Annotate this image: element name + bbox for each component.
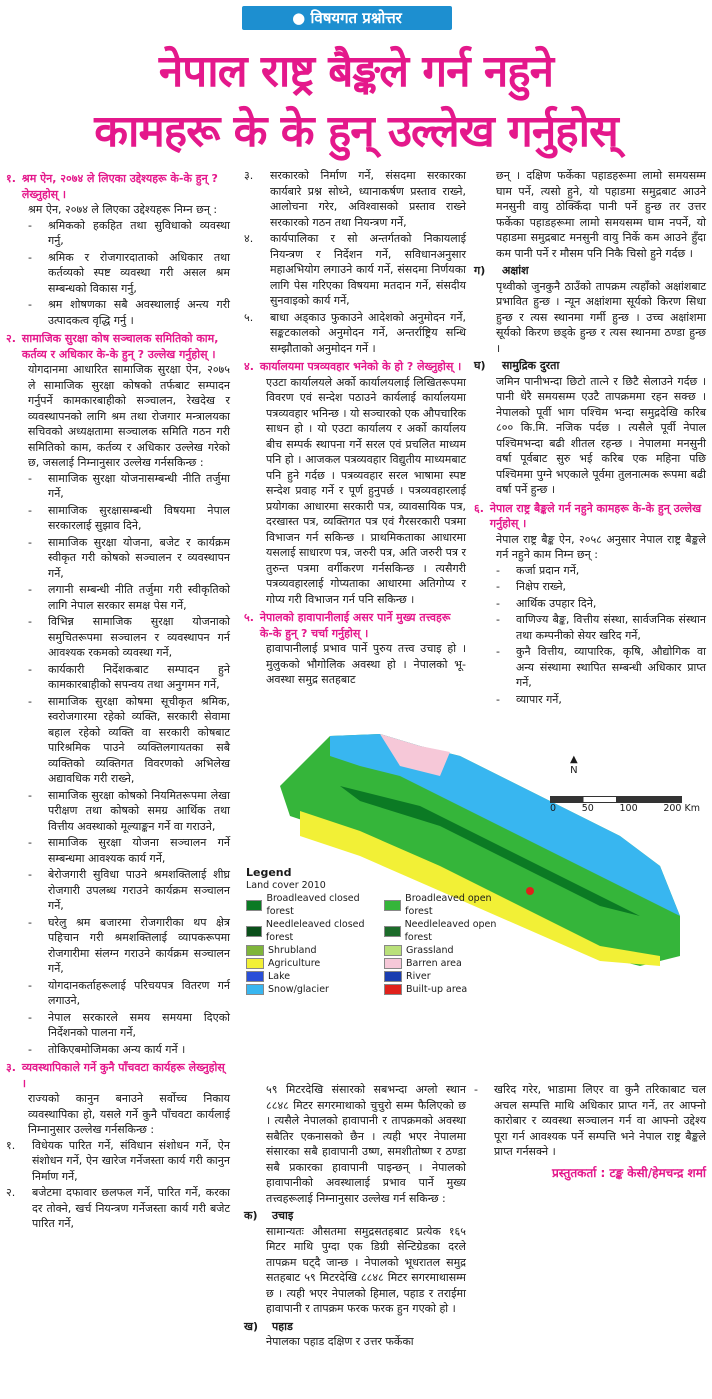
legend-item: River [384,970,516,983]
answer-6-intro: नेपाल राष्ट्र बैङ्क ऐन, २०५८ अनुसार नेपाल राष्ट्र बैङ्कले गर्न नहुने काम निम्न छन् : [496,532,706,561]
scale-label: 100 [619,803,638,814]
latitude-body: पृथ्वीको जुनकुनै ठाउँको तापक्रम त्यहाँको अक्षांशबाट प्रभावित हुन्छ । न्यून अक्षांशमा सूर्यको किरण सिधा हुन्छ र त्यस स्थानमा गर्मी हुन्छ । उच्च अक्षांशमा सूर्यको किरण छड्के हुन्छ र त्यस स्थानमा ठण्डा हुन्छ । [496,279,706,355]
legend-swatch [246,945,264,956]
question-5: ५. नेपालको हावापानीलाई असर पार्ने मुख्य तत्त्वहरू के-के हुन् ? चर्चा गर्नुहोस् । [244,611,451,640]
list-item: - आर्थिक उपहार दिने, [496,596,597,610]
legend-subtitle: Land cover 2010 [246,880,326,891]
list-item: - श्रम शोषणका सबै अवस्थालाई अन्त्य गरी उत्पादकत्व वृद्धि गर्नु । [28,298,230,327]
answer-3-intro: राज्यको कानुन बनाउने सर्वोच्च निकाय व्यवस्थापिका हो, यसले गर्ने कुनै पाँचवटा कार्यलाई निम्नानुसार उल्लेख गर्नसकिन्छ : [28,1092,230,1136]
question-1: १. श्रम ऐन, २०७४ ले लिएका उद्देश्यहरू के-के हुन् ? लेख्नुहोस् । [6,172,218,201]
question-3: ३. व्यवस्थापिकाले गर्ने कुनै पाँचवटा कार्यहरू लेख्नुहोस् । [6,1061,225,1090]
subheading-latitude: ग) अक्षांश [474,264,529,277]
answer-2-list [6,471,230,1058]
nepal-land-cover-map [240,716,704,1080]
list-item: - श्रमिकको हकहित तथा सुविधाको व्यवस्था गर्नु, [28,218,230,247]
column-1 [6,168,230,1233]
legend-item: Lake [246,970,378,983]
legend-swatch [246,900,262,911]
legend-item: Agriculture [246,957,378,970]
north-arrow: ▲ N [570,754,578,776]
legend-title: Legend [246,866,292,879]
subheading-hills: ख) पहाड [244,1319,293,1333]
list-item: - सामाजिक सुरक्षा योजनासम्बन्धी नीति तर्जुमा गर्ने, [28,471,230,500]
legend-item: Shrubland [246,944,378,957]
legend-swatch [384,926,401,937]
answer-5-start: हावापानीलाई प्रभाव पार्ने पुरुय तत्त्व उचाइ हो । मुलुकको भौगोलिक अवस्था हो । नेपालको भू-अवस्था समुद्र सतहबाट [266,642,466,686]
legend-swatch [246,958,264,969]
byline: प्रस्तुतकर्ता : टङ्क केसी/हेमचन्द्र शर्मा [551,1165,706,1180]
list-item: - कार्यकारी निर्देशकबाट सम्पादन हुने कामकारबाहीको सपन्वय तथा अनुगमन गर्ने, [28,662,230,691]
column-2 [244,168,466,688]
legend-swatch [384,958,402,969]
list-item: - योगदानकर्ताहरूलाई परिचयपत्र वितरण गर्न लगाउने, [28,978,230,1007]
scale-bar [550,796,700,814]
scale-label: 50 [581,803,594,814]
list-item: - सामाजिक सुरक्षा योजना, बजेट र कार्यक्रम स्वीकृत गरी कोषको सञ्चालन र व्यवस्थापन गर्ने, [28,535,230,580]
list-item: - सामाजिक सुरक्षासम्बन्धी विषयमा नेपाल सरकारलाई सुझाव दिने, [28,503,230,532]
legend-item: Needleleaved open forest [384,918,516,944]
legend-item: Broadleaved open forest [384,892,516,918]
list-item: ४. कार्यपालिका र सो अन्तर्गतको निकायलाई नियन्त्रण र निर्देशन गर्ने, सविधानअनुसार महाअभियोग लगाउने कार्य गर्ने, संसदमा निर्णयका लागि पेस गरिएका विषयमा मतदान गर्ने, संसदीय सुनवाइको कार्य गर्ने, [244,232,466,307]
list-item: - नेपाल सरकारले समय समयमा दिएको निर्देशनको पालना गर्ने, [28,1010,230,1039]
map-builtup [526,887,534,895]
scale-label: 0 [550,803,557,814]
list-item: - खरिद गरेर, भाडामा लिएर वा कुनै तरिकाबाट चल अचल सम्पत्ति माथि अधिकार प्राप्त गर्ने, तर आफ्नो कारोबार र व्यवस्था सञ्चालन गर्न वा आफ्नो उद्देश्य पूरा गर्न आवश्यक पर्ने सम्पत्ति भने नेपाल राष्ट्र बैङ्कले प्राप्त गर्नसक्ने । [474,1083,706,1158]
answer-6-list [474,563,706,708]
list-item: - तोकिएबमोजिमका अन्य कार्य गर्ने । [28,1042,186,1056]
list-item: ५. बाधा अड्काउ फुकाउने आदेशको अनुमोदन गर्ने, सङ्कटकालको अनुमोदन गर्ने, अन्तर्राष्ट्रिय सन्धि सम्झौताको अनुमोदन गर्ने । [244,310,466,355]
scale-label: 200 Km [663,803,700,814]
legend-item: Grassland [384,944,516,957]
map-legend [246,866,516,996]
answer-2-intro: योगदानमा आधारित सामाजिक सुरक्षा ऐन, २०७५ ले सामाजिक सुरक्षा कोषको तर्फबाट सम्पादन गर्नुपर्ने कामकारबाहीको सञ्चालन, रेखदेख र व्यवस्थापनको लागि श्रम तथा रोजगार मन्त्रालयका सचिवको अध्यक्षतामा सञ्चालक समिति गठन गरी समितिको काम, कर्तव्य र अधिकार उल्लेख गरेको छ, जसलाई निम्नानुसार उल्लेख गर्नसकिन्छ : [28,363,230,469]
legend-swatch [384,945,402,956]
list-item: २. बजेटमा दफावार छलफल गर्ने, पारित गर्ने, करका दर तोक्ने, खर्च नियन्त्रण गर्नेजस्ता कार्य गरी बजेट पारित गर्ने, [6,1186,230,1230]
question-4: ४. कार्यालयमा पत्रव्यवहार भनेको के हो ? लेख्नुहोस् । [244,360,462,373]
subheading-sea-distance: घ) सामुद्रिक दुरता [474,359,560,372]
list-item: ३. सरकारको निर्माण गर्ने, संसदमा सरकारका कार्यबारे प्रश्न सोध्ने, ध्यानाकर्षण प्रस्ताव राख्ने, आलोचना गरेर, अविश्वासको प्रस्ताव राख्ने सरकारको गठन तथा नियन्त्रण गर्ने, [244,169,466,229]
legend-swatch [246,984,264,995]
legislature-items [244,168,466,356]
section-tag: ● विषयगत प्रश्नोत्तर [242,6,452,30]
column-3-bottom [474,1082,706,1181]
list-item: - बेरोजगारी सुविधा पाउने श्रमशक्तिलाई शीघ्र रोजगारी उपलब्ध गराउने कार्यक्रम सञ्चालन गर्ने, [28,868,230,912]
list-item: १. विधेयक पारित गर्ने, संविधान संशोधन गर्ने, ऐन संशोधन गर्ने, ऐन खारेज गर्नेजस्ता कार्य गरी कानुन निर्माण गर्ने, [6,1138,230,1183]
list-item: - कर्जा प्रदान गर्ने, [496,563,580,577]
legend-swatch [384,984,402,995]
list-item: - श्रमिक र रोजगारदाताको अधिकार तथा कर्तव्यको स्पष्ट व्यवस्था गरी असल श्रम सम्बन्धको विकास गर्नु, [28,250,230,295]
headline-line-1: नेपाल राष्ट्र बैङ्कले गर्न नहुने [158,46,554,97]
legend-swatch [384,971,402,982]
answer-1-intro: श्रम ऐन, २०७४ ले लिएका उद्देश्यहरू निम्न छन् : [28,203,218,216]
list-item: - सामाजिक सुरक्षा कोषको नियमितरूपमा लेखा परीक्षण तथा कोषको समग्र आर्थिक तथा वित्तीय अवस्थाको मूल्याङ्कन गर्ने वा गराउने, [28,788,230,833]
list-item: - वाणिज्य बैङ्क, वित्तीय संस्था, सार्वजनिक संस्थान तथा कम्पनीको सेयर खरिद गर्ने, [496,613,706,642]
subheading-altitude: क) उचाइ [244,1209,294,1222]
hills-body: नेपालका पहाड दक्षिण र उत्तर फर्केका [266,1335,414,1348]
list-item: - सामाजिक सुरक्षा कोषमा सूचीकृत श्रमिक, स्वरोजगारमा रहेको व्यक्ति, सरकारी सेवामा बहाल रहेको व्यक्ति वा सरकारी कोषबाट पारिश्रमिक पाउने व्यक्तिलगायतका सबै व्यक्तिको व्यक्तिगत विवरणको अभिलेख अद्यावधिक गरी राख्ने, [28,694,230,785]
list-item: - निक्षेप राख्ने, [496,580,567,593]
answer-4: एउटा कार्यालयले अर्को कार्यालयलाई लिखितरूपमा विवरण एवं सन्देश पठाउने कार्यलाई कार्यालयमा पत्रव्यवहार भनिन्छ । यो सञ्चारको एक औपचारिक साधन हो । यो एउटा कार्यालय र अर्को कार्यालय बीच सम्पर्क स्थापना गर्ने सरल एवं प्रचलित माध्यम पनि हो । आजकल पत्रव्यवहार विद्युतीय माध्यमबाट पनि हुने गर्दछ । पत्रव्यवहार सरल भाषामा स्पष्ट सन्देश प्रवाह गर्ने र पूर्ण हुनुपर्छ । पत्रव्यवहारलाई प्रयोगका आधारमा सरकारी पत्र, व्यावसायिक पत्र, दरखास्त पत्र, व्यक्तिगत पत्र एवं गैरसरकारी पत्रमा विभाजन गर्न सकिन्छ । प्राथमिकताका आधारमा यसलाई साधारण पत्र, जरुरी पत्र, अति जरुरी पत्र र तुरुन्त पत्रमा वर्गीकरण गर्नसकिन्छ । त्यसैगरी पत्रव्यवहारलाई गोप्यताका आधारमा अतिगोप्य र गोप्य गरी विभाजन गर्न पनि सकिन्छ । [266,375,466,606]
legend-item: Barren area [384,957,516,970]
list-item: - घरेलु श्रम बजारमा रोजगारीका थप क्षेत्र पहिचान गरी श्रमशक्तिलाई व्यापकरूपमा रोजगारीमा संलग्न गराउने कार्यक्रम सञ्चालन गर्ने, [28,915,230,975]
legend-swatch [384,900,401,911]
column-2-bottom [244,1082,466,1350]
answer-3-list [6,1138,230,1232]
legend-swatch [246,971,264,982]
altitude-body: सामान्यतः औसतमा समुद्रसतहबाट प्रत्येक १६५ मिटर माथि पुग्दा एक डिग्री सेन्टिग्रेडका दरले तापक्रम घट्दै जान्छ । नेपालको भूधरातल समुद्र सतहबाट ५९ मिटरदेखि ८८४८ मिटर सगरमाथासम्म छ । त्यही भएर नेपालको हिमाल, पहाड र तराईमा हावापानी र तापक्रम फरक फरक हुन गएको हो । [266,1224,466,1315]
headline-line-2: कामहरू के के हुन् उल्लेख गर्नुहोस् [94,106,618,157]
climate-intro: ५९ मिटरदेखि संसारको सबभन्दा अग्लो स्थान ८८४८ मिटर सगरमाथाको चुचुरो सम्म फैलिएको छ । त्यसैले नेपालको हावापानी र तापक्रमको अवस्था सबैतिर एकनासको छैन । त्यही भएर नेपालमा संसारका सबै हावापानी उष्ण, समशीतोष्ण र ठण्डा सबै प्रकारका हावापानी पाइन्छन् । नेपालको हावापानीको अवस्थालाई प्रभाव पार्ने मुख्य तत्त्वहरूलाई निम्नानुसार उल्लेख गर्न सकिन्छ : [266,1083,466,1205]
list-item: - विभिन्न सामाजिक सुरक्षा योजनाको समुचितरूपमा सञ्चालन र व्यवस्थापन गर्न आवश्यक रकमको व्यवस्था गर्ने, [28,615,230,659]
list-item: - कुनै वित्तीय, व्यापारिक, कृषि, औद्योगिक वा अन्य संस्थामा स्थापित सम्बन्धी अधिकार प्राप्त गर्ने, [496,645,706,689]
climate-continued: छन् । दक्षिण फर्केका पहाडहरूमा लामो समयसम्म घाम पर्ने, त्यसो हुने, यो पहाडमा समुद्रबाट आउने मनसुनी वायु ठोक्किँदा पानी पर्ने हुन्छ तर उत्तर फर्केका पहाडहरूमा लामो समयसम्म घाम नपर्ने, यो पहाडमा समुद्रबाट मनसुनी वायु निर्के कम आउने हुँदा कम पानी पर्ने र मौसम पनि निकै चिसो हुने गर्दछ । [496,169,706,260]
question-2: २. सामाजिक सुरक्षा कोष सञ्चालक समितिको काम, कर्तव्य र अधिकार के-के हुन् ? उल्लेख गर्नुहोस् । [6,332,219,361]
list-item: - सामाजिक सुरक्षा योजना सञ्चालन गर्ने सम्बन्धमा आवश्यक कार्य गर्ने, [28,836,230,865]
legend-item: Snow/glacier [246,983,378,996]
answer-1-list [6,218,230,329]
sea-distance-body: जमिन पानीभन्दा छिटो तात्ने र छिटै सेलाउने गर्दछ । पानी धेरै समयसम्म एउटै तापक्रममा रहन सक्छ । नेपालको पूर्वी भाग पश्चिम भन्दा समुद्रदेखि करिब ८०० कि.मि. नजिक पर्दछ । त्यसैले पूर्वी नेपाल पश्चिमभन्दा बढी शीतल रहन्छ । नेपालमा मनसुनी वर्षा पूर्वबाट सुरु भई करिब एक महिना पछि पश्चिममा पुग्ने भएकाले पूर्वमा तुलनात्मक रूपमा बढी वर्षा पर्ने हुन्छ । [496,374,706,496]
list-item: - व्यापार गर्ने, [496,692,562,706]
legend-swatch [246,926,262,937]
legend-item: Broadleaved closed forest [246,892,378,918]
legend-item: Needleleaved closed forest [246,918,378,944]
column-3 [474,168,706,708]
list-item: - लगानी सम्बन्धी नीति तर्जुमा गरी स्वीकृतिको लागि नेपाल सरकार समक्ष पेस गर्ने, [28,583,230,612]
question-6: ६. नेपाल राष्ट्र बैङ्कले गर्न नहुने कामहरू के-के हुन् उल्लेख गर्नुहोस् । [474,501,702,530]
legend-item: Built-up area [384,983,516,996]
